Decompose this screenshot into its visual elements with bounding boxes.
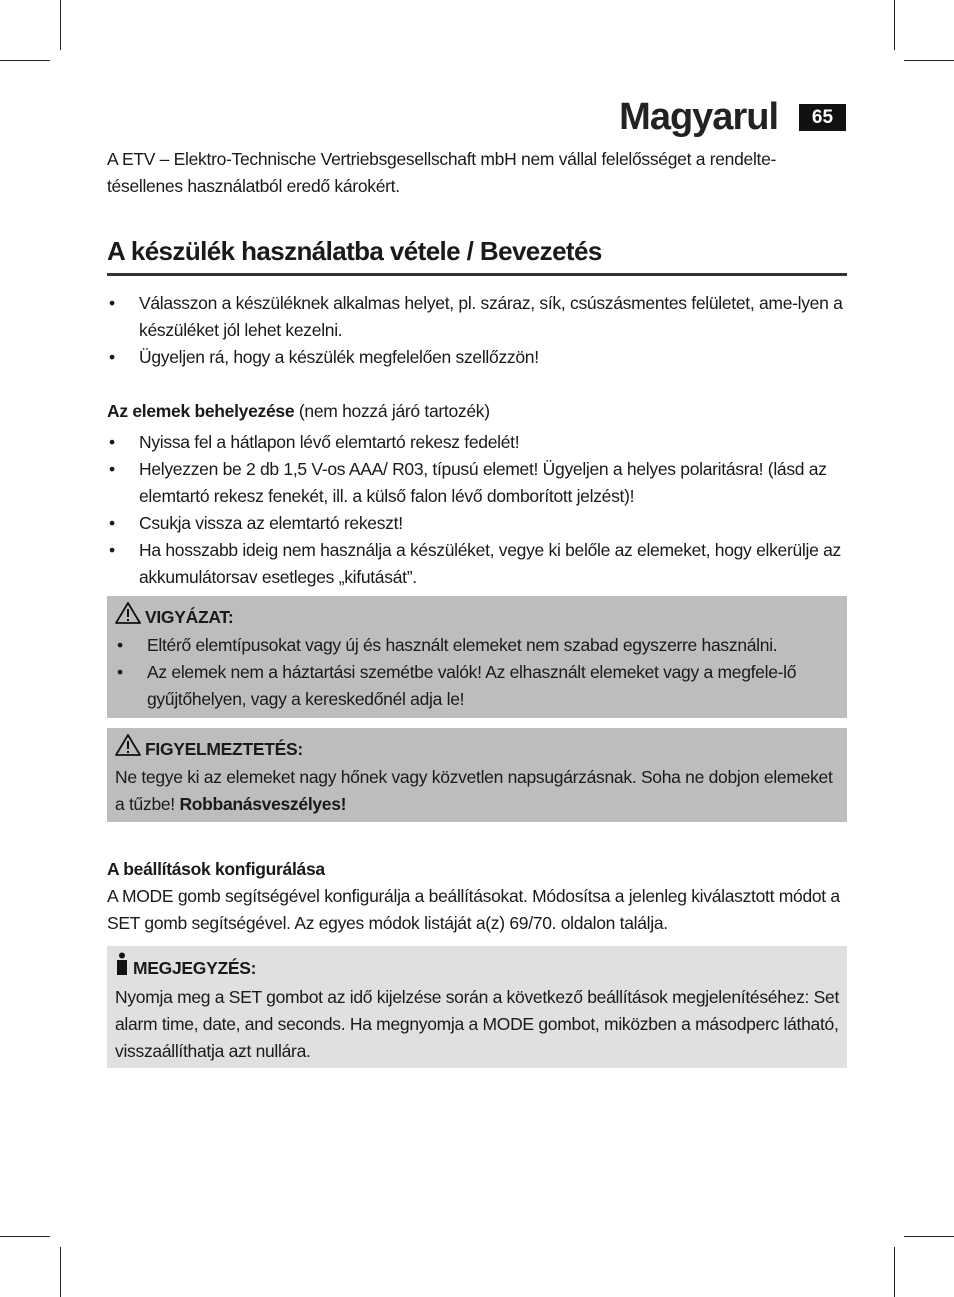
crop-mark	[894, 0, 895, 50]
warning-title: FIGYELMEZTETÉS:	[145, 738, 303, 759]
list-item: • Ha hosszabb ideig nem használja a készüléket, vegye ki belőle az elemeket, hogy elkerülje az akkumulátorsav esetleges „kifutását”.	[107, 537, 847, 591]
list-item: • Ügyeljen rá, hogy a készülék megfelelően szellőzzön!	[107, 344, 847, 371]
page-title: Magyarul	[619, 96, 778, 138]
warning-text	[115, 764, 839, 818]
note-title: MEGJEGYZÉS:	[133, 957, 257, 978]
batteries-heading-bold: Az elemek behelyezése	[107, 401, 295, 421]
warning-text-body: Ne tegye ki az elemeket nagy hőnek vagy közvetlen napsugárzásnak. Soha ne dobjon elemeket a tűzbe!	[115, 767, 833, 814]
batteries-heading-rest: (nem hozzá járó tartozék)	[294, 401, 490, 421]
list-item: • Válasszon a készüléknek alkalmas helyet, pl. száraz, sík, csúszásmentes felületet, ame-lyen a készüléket jól lehet kezelni.	[107, 290, 847, 344]
info-icon	[115, 952, 129, 984]
crop-mark	[894, 1247, 895, 1297]
caution-title: VIGYÁZAT:	[145, 606, 234, 627]
crop-mark	[904, 60, 954, 61]
settings-section	[107, 856, 847, 937]
note-text: Nyomja meg a SET gombot az idő kijelzése során a következő beállítások megjelenítéséhez: Set alarm time, date, and seconds. Ha megnyomja a MODE gombot, miközben a másodperc látható, visszaállíthatja azt nullára.	[115, 987, 840, 1061]
list-item: • Eltérő elemtípusokat vagy új és használt elemeket nem szabad egyszerre használni.	[115, 632, 839, 659]
batteries-section	[107, 398, 847, 591]
warning-text-bold: Robbanásveszélyes!	[179, 794, 347, 814]
settings-text: A MODE gomb segítségével konfigurálja a beállításokat. Módosítsa a jelenleg kiválasztott módot a SET gomb segítségével. Az egyes módok listáját a(z) 69/70. oldalon találja.	[107, 886, 840, 933]
warning-title-row	[115, 734, 839, 764]
list-item: • Helyezzen be 2 db 1,5 V-os AAA/ R03, típusú elemet! Ügyeljen a helyes polaritásra! (lásd az elemtartó rekesz fenekét, ill. a külső falon lévő domborított jelzést)!	[107, 456, 847, 510]
note-box	[107, 946, 847, 1068]
crop-mark	[0, 1236, 50, 1237]
crop-mark	[60, 1247, 61, 1297]
warning-triangle-icon	[115, 734, 141, 764]
intro-bullet-list	[107, 290, 847, 371]
warning-box	[107, 728, 847, 822]
note-title-row	[115, 952, 839, 984]
crop-mark	[904, 1236, 954, 1237]
section-heading: A készülék használatba vétele / Bevezetés	[107, 236, 847, 276]
list-item: • Az elemek nem a háztartási szemétbe valók! Az elhasznált elemeket vagy a megfele-lő gyűjtőhelyen, vagy a kereskedőnél adja le!	[115, 659, 839, 713]
page-number: 65	[799, 104, 846, 131]
list-item: • Nyissa fel a hátlapon lévő elemtartó rekesz fedelét!	[107, 429, 847, 456]
caution-box	[107, 596, 847, 718]
warning-triangle-icon	[115, 602, 141, 632]
batteries-heading	[107, 398, 847, 425]
intro-paragraph: A ETV – Elektro-Technische Vertriebsgesellschaft mbH nem vállal felelősséget a rendelte-tésellenes használatból eredő károkért.	[107, 149, 777, 196]
crop-mark	[60, 0, 61, 50]
settings-heading: A beállítások konfigurálása	[107, 859, 325, 879]
crop-mark	[0, 60, 50, 61]
list-item: • Csukja vissza az elemtartó rekeszt!	[107, 510, 847, 537]
caution-title-row	[115, 602, 839, 632]
